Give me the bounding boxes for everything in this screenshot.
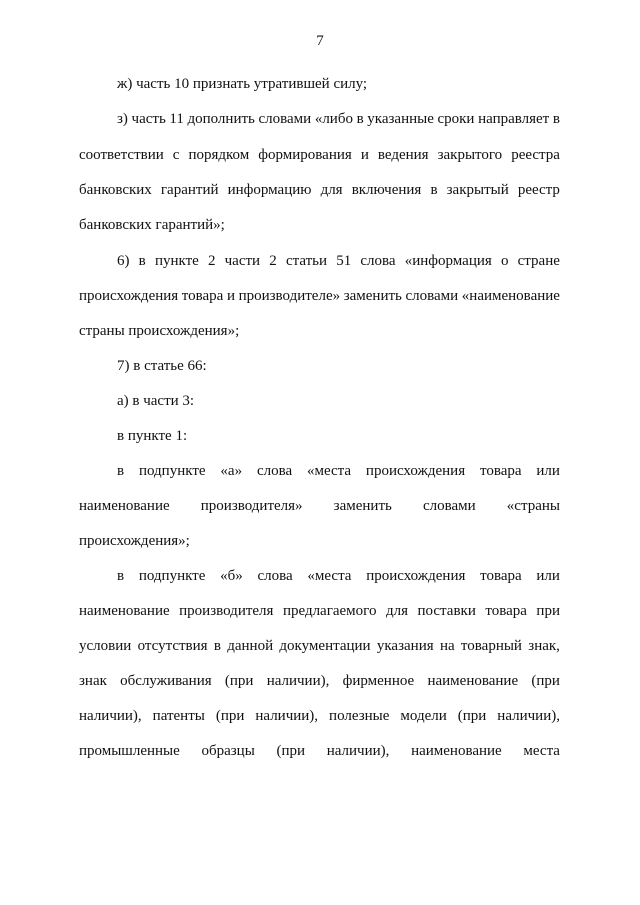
word: наличии), — [79, 708, 142, 724]
word: информацию — [227, 182, 312, 198]
word: «а» — [220, 463, 243, 479]
text-line — [79, 637, 560, 655]
text-line — [117, 567, 560, 585]
word: соответствии — [79, 147, 164, 163]
text-line: 7) в статье 66: — [117, 358, 207, 374]
text-line: в пункте 1: — [117, 428, 188, 444]
word: документации — [279, 638, 371, 654]
word: ведения — [377, 147, 429, 163]
word: производителя» — [200, 498, 303, 514]
word: порядком — [188, 147, 250, 163]
word: (при — [531, 673, 560, 689]
word: (при — [215, 708, 245, 724]
word: товара — [485, 603, 527, 619]
word: товара — [480, 568, 522, 584]
word: наименование — [79, 603, 170, 619]
word: «либо — [314, 111, 353, 127]
word: 51 — [336, 253, 352, 269]
word: знак — [79, 673, 107, 689]
word: (при — [457, 708, 487, 724]
word: закрытый — [446, 182, 509, 198]
word: о — [500, 253, 509, 269]
word: и — [360, 147, 369, 163]
word: слова — [256, 463, 293, 479]
word: на — [439, 638, 455, 654]
word: в — [356, 111, 364, 127]
text-line — [79, 287, 560, 305]
word: с — [172, 147, 180, 163]
word: для — [320, 182, 343, 198]
word: или — [536, 463, 560, 479]
word: «наименование — [461, 288, 560, 304]
word: обслуживания — [120, 673, 212, 689]
word: словами — [422, 498, 476, 514]
word: «места — [307, 568, 352, 584]
word: наименование — [411, 743, 502, 759]
word: и — [226, 288, 235, 304]
word: часть — [131, 111, 166, 127]
word: формирования — [258, 147, 352, 163]
word: отсутствия — [137, 638, 208, 654]
word: подпункте — [138, 568, 206, 584]
word: банковских — [79, 182, 152, 198]
word: наличии), — [326, 743, 390, 759]
word: указанные — [367, 111, 434, 127]
text-line — [79, 602, 560, 620]
text-line — [117, 110, 560, 128]
word: 11 — [169, 111, 184, 127]
word: наименование — [79, 498, 170, 514]
word: происхождения — [79, 288, 179, 304]
word: патенты — [152, 708, 205, 724]
word: реестр — [517, 182, 560, 198]
word: включения — [351, 182, 422, 198]
word: словами — [405, 288, 459, 304]
word: «страны — [506, 498, 560, 514]
word: гарантий — [160, 182, 219, 198]
text-line — [79, 742, 560, 760]
word: стране — [517, 253, 560, 269]
word: полезные — [329, 708, 390, 724]
word: производителя — [179, 603, 274, 619]
word: 2 — [207, 253, 216, 269]
word: происхождения — [365, 463, 466, 479]
word: при — [536, 603, 560, 619]
text-line — [79, 707, 560, 725]
word: з) — [117, 111, 128, 127]
word: в — [430, 182, 438, 198]
word: слова — [257, 568, 293, 584]
word: предлагаемого — [282, 603, 377, 619]
word: производителе» — [238, 288, 341, 304]
word: закрытого — [437, 147, 503, 163]
word: в — [552, 111, 560, 127]
word: места — [523, 743, 560, 759]
word: сроки — [437, 111, 475, 127]
word: наличии), — [255, 708, 319, 724]
word: условии — [79, 638, 132, 654]
text-line — [79, 181, 560, 199]
text-line — [117, 462, 560, 480]
word: для — [385, 603, 408, 619]
text-line: банковских гарантий»; — [79, 217, 225, 233]
word: слова — [360, 253, 396, 269]
word: дополнить — [187, 111, 255, 127]
word: фирменное — [342, 673, 415, 689]
word: наименование — [427, 673, 519, 689]
text-line — [79, 146, 560, 164]
word: (при — [224, 673, 254, 689]
word: заменить — [343, 288, 402, 304]
word: поставки — [417, 603, 476, 619]
word: 2 — [269, 253, 277, 269]
word: подпункте — [138, 463, 206, 479]
word: части — [224, 253, 261, 269]
page-number: 7 — [316, 33, 324, 49]
word: наличии), — [266, 673, 330, 689]
text-line: страны происхождения»; — [79, 323, 240, 339]
word: реестра — [511, 147, 560, 163]
word: в — [117, 568, 125, 584]
text-line — [117, 252, 560, 270]
word: наличии), — [497, 708, 560, 724]
word: статьи — [285, 253, 328, 269]
text-line: а) в части 3: — [117, 393, 195, 409]
word: «б» — [220, 568, 243, 584]
text-line: происхождения»; — [79, 533, 190, 549]
word: в — [138, 253, 146, 269]
word: указания — [376, 638, 434, 654]
word: в — [213, 638, 221, 654]
word: в — [117, 463, 125, 479]
word: данной — [227, 638, 274, 654]
word: модели — [400, 708, 447, 724]
word: промышленные — [79, 743, 180, 759]
word: происхождения — [366, 568, 466, 584]
word: товара — [181, 288, 224, 304]
word: направляет — [478, 111, 550, 127]
word: товарный — [460, 638, 522, 654]
text-line — [79, 672, 560, 690]
word: образцы — [201, 743, 255, 759]
text-line — [79, 497, 560, 515]
word: (при — [276, 743, 306, 759]
word: товара — [479, 463, 522, 479]
text-line: ж) часть 10 признать утратившей силу; — [117, 76, 368, 92]
word: словами — [258, 111, 312, 127]
word: «места — [306, 463, 352, 479]
word: 6) — [117, 253, 130, 269]
word: или — [536, 568, 560, 584]
word: «информация — [404, 253, 492, 269]
word: заменить — [333, 498, 392, 514]
word: пункте — [154, 253, 199, 269]
word: знак, — [528, 638, 560, 654]
